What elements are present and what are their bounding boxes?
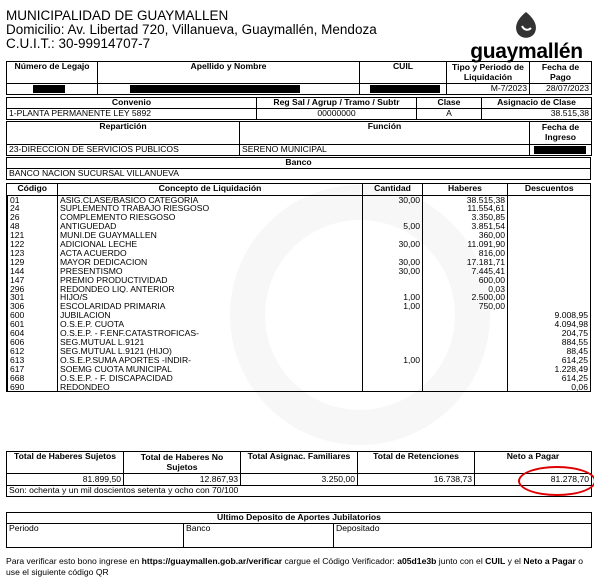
item-concept: ESCOLARIDAD PRIMARIA [58,302,363,311]
item-code: 123 [8,249,58,258]
label-deposito-periodo: Periodo [7,524,184,548]
label-periodo: Tipo y Periodo de Liquidación [447,62,530,84]
label-total-sujetos: Total de Haberes Sujetos [7,452,124,474]
hand-drop-icon [508,10,544,40]
totals-table [6,451,591,497]
guaymallen-logo [464,10,589,65]
item-descuento: 614,25 [508,356,591,365]
item-row [8,249,591,258]
item-descuento [508,249,591,258]
item-haberes [423,347,508,356]
item-code: 617 [8,365,58,374]
col-haberes: Haberes [423,184,508,195]
item-concept: PREMIO PRODUCTIVIDAD [58,276,363,285]
label-deposito-depositado: Depositado [334,524,592,548]
item-concept: REDONDEO [58,383,363,392]
item-concept: O.S.E.P. - F. DISCAPACIDAD [58,374,363,383]
col-concepto: Concepto de Liquidación [58,184,363,195]
item-qty: 1,00 [363,293,423,302]
verification-note [6,556,591,578]
label-fecha-pago: Fecha de Pago [530,62,592,84]
item-qty [363,365,423,374]
item-row [8,302,591,311]
item-concept: O.S.E.P. - F.ENF.CATASTROFICAS- [58,329,363,338]
item-concept: SEG.MUTUAL L.9121 (HIJO) [58,347,363,356]
label-total-asignac: Total Asignac. Familiares [241,452,358,474]
label-legajo: Número de Legajo [7,62,98,84]
item-haberes [423,311,508,320]
item-haberes [423,338,508,347]
item-row [8,222,591,231]
col-codigo: Código [8,184,58,195]
item-row [8,285,591,294]
item-row [8,347,591,356]
item-concept: O.S.E.P.SUMA APORTES -INDIR- [58,356,363,365]
cuil-redacted [360,84,447,95]
item-descuento [508,240,591,249]
item-haberes [423,374,508,383]
legajo-redacted [7,84,98,95]
label-banco: Banco [7,158,591,169]
item-haberes: 3.851,54 [423,222,508,231]
item-code: 601 [8,320,58,329]
item-code: 296 [8,285,58,294]
item-concept: JUBILACION [58,311,363,320]
org-address: Domicilio: Av. Libertad 720, Villanueva, Guaymallén, Mendoza [6,22,377,37]
item-haberes: 600,00 [423,276,508,285]
item-descuento: 9.008,95 [508,311,591,320]
convenio-table [6,97,591,120]
item-row [8,311,591,320]
verify-code: a05d1e3b [397,556,437,566]
item-code: 24 [8,204,58,213]
footer-text-4: y el [505,556,524,566]
item-row [8,204,591,213]
total-sujetos-value: 81.899,50 [7,474,124,486]
item-concept: SEG.MUTUAL L.9121 [58,338,363,347]
item-haberes [423,365,508,374]
item-code: 668 [8,374,58,383]
item-haberes [423,383,508,392]
reparticion-table [6,121,591,156]
item-qty [363,383,423,392]
item-haberes [423,329,508,338]
item-code: 147 [8,276,58,285]
logo-text: guaymallén [470,40,583,63]
item-qty: 30,00 [363,195,423,204]
item-row [8,267,591,276]
item-row [8,329,591,338]
item-haberes: 11.554,61 [423,204,508,213]
item-row [8,293,591,302]
item-concept: SOEMG CUOTA MUNICIPAL [58,365,363,374]
item-descuento [508,222,591,231]
item-descuento: 88,45 [508,347,591,356]
clase-value: A [417,109,482,120]
total-in-words: Son: ochenta y un mil doscientos setenta y ocho con 70/100 [7,486,592,497]
col-descuentos: Descuentos [508,184,591,195]
item-code: 144 [8,267,58,276]
item-row [8,320,591,329]
item-qty: 30,00 [363,267,423,276]
item-haberes: 360,00 [423,231,508,240]
item-descuento [508,195,591,204]
item-haberes: 7.445,41 [423,267,508,276]
periodo-value: M-7/2023 [447,84,530,95]
item-descuento [508,204,591,213]
item-descuento: 884,55 [508,338,591,347]
item-qty: 30,00 [363,240,423,249]
item-descuento [508,293,591,302]
nombre-redacted [98,84,360,95]
item-concept: MUNI.DE GUAYMALLEN [58,231,363,240]
footer-text-1: Para verificar esto bono ingrese en [6,556,142,566]
item-code: 613 [8,356,58,365]
item-descuento [508,213,591,222]
item-qty [363,320,423,329]
item-qty [363,276,423,285]
item-qty [363,311,423,320]
item-row [8,231,591,240]
item-descuento [508,302,591,311]
item-row [8,213,591,222]
item-code: 604 [8,329,58,338]
fecha-pago-value: 28/07/2023 [530,84,592,95]
neto-highlight-circle [518,466,594,496]
item-row [8,356,591,365]
item-code: 306 [8,302,58,311]
item-descuento: 614,25 [508,374,591,383]
banco-table [6,157,591,180]
item-code: 26 [8,213,58,222]
item-row [8,240,591,249]
item-concept: PRESENTISMO [58,267,363,276]
verify-link[interactable]: https://guaymallen.gob.ar/verificar [141,556,283,566]
label-convenio: Convenio [7,98,257,109]
item-row [8,258,591,267]
banco-value: BANCO NACION SUCURSAL VILLANUEVA [7,169,591,180]
funcion-value: SERENO MUNICIPAL [240,145,530,156]
item-descuento: 4.094,98 [508,320,591,329]
neto-value: 81.278,70 [475,474,592,486]
item-haberes: 38.515,38 [423,195,508,204]
item-qty [363,249,423,258]
footer-neto: Neto a Pagar [523,556,576,566]
item-descuento [508,231,591,240]
footer-cuil: CUIL [485,556,506,566]
convenio-value: 1-PLANTA PERMANENTE LEY 5892 [7,109,257,120]
item-qty [363,338,423,347]
total-no-sujetos-value: 12.867,93 [124,474,241,486]
item-haberes: 11.091,90 [423,240,508,249]
item-qty [363,329,423,338]
item-descuento: 1.228,49 [508,365,591,374]
label-cuil: CUIL [360,62,447,84]
col-cantidad: Cantidad [363,184,423,195]
item-concept: ANTIGUEDAD [58,222,363,231]
reparticion-value: 23-DIRECCION DE SERVICIOS PUBLICOS [7,145,240,156]
item-descuento: 204,75 [508,329,591,338]
item-qty [363,374,423,383]
total-retenciones-value: 16.738,73 [358,474,475,486]
item-code: 129 [8,258,58,267]
label-total-retenciones: Total de Retenciones [358,452,475,474]
footer-text-5: o use el siguiente código QR [6,556,584,577]
item-haberes: 2.500,00 [423,293,508,302]
deposito-table [6,512,591,548]
item-code: 122 [8,240,58,249]
label-total-no-sujetos: Total de Haberes No Sujetos [124,452,241,474]
deposito-title: Ultimo Deposito de Aportes Jubilatorios [7,513,592,524]
item-descuento [508,267,591,276]
item-haberes: 0,03 [423,285,508,294]
item-haberes [423,320,508,329]
item-code: 01 [8,195,58,204]
asignacion-value: 38.515,38 [482,109,592,120]
item-haberes: 750,00 [423,302,508,311]
item-concept: SUPLEMENTO TRABAJO RIESGOSO [58,204,363,213]
item-descuento [508,258,591,267]
item-haberes: 816,00 [423,249,508,258]
label-funcion: Función [240,122,530,145]
item-code: 121 [8,231,58,240]
item-concept: ACTA ACUERDO [58,249,363,258]
item-descuento: 0,06 [508,383,591,392]
item-qty: 30,00 [363,258,423,267]
item-code: 690 [8,383,58,392]
item-row [8,338,591,347]
item-concept: REDONDEO LIQ. ANTERIOR [58,285,363,294]
item-code: 301 [8,293,58,302]
label-apellido: Apellido y Nombre [98,62,360,84]
label-fecha-ingreso: Fecha de Ingreso [530,122,592,145]
item-haberes [423,356,508,365]
item-qty: 1,00 [363,302,423,311]
item-code: 606 [8,338,58,347]
item-code: 600 [8,311,58,320]
item-concept: ASIG.CLASE/BASICO CATEGORIA [58,195,363,204]
item-concept: O.S.E.P. CUOTA [58,320,363,329]
item-haberes: 3.350,85 [423,213,508,222]
item-concept: HIJO/S [58,293,363,302]
item-qty [363,347,423,356]
item-row [8,374,591,383]
item-row [8,365,591,374]
label-neto: Neto a Pagar [475,452,592,474]
org-cuit: C.U.I.T.: 30-99914707-7 [6,36,151,51]
item-qty: 1,00 [363,356,423,365]
item-concept: COMPLEMENTO RIESGOSO [58,213,363,222]
footer-text-3: junto con el [436,556,486,566]
id-table [6,61,591,95]
item-qty: 5,00 [363,222,423,231]
item-concept: MAYOR DEDICACION [58,258,363,267]
label-reg-sal: Reg Sal / Agrup / Tramo / Subtr [257,98,417,109]
item-code: 612 [8,347,58,356]
item-row [8,383,591,392]
org-name: MUNICIPALIDAD DE GUAYMALLEN [6,8,229,23]
item-descuento [508,285,591,294]
label-deposito-banco: Banco [184,524,334,548]
item-qty [363,231,423,240]
item-row [8,195,591,204]
fecha-ingreso-redacted [530,145,592,156]
footer-text-2: cargue el Código Verificador: [282,556,398,566]
label-reparticion: Repartición [7,122,240,145]
label-asignacion: Asignacio de Clase [482,98,592,109]
item-descuento [508,276,591,285]
items-table [6,183,591,392]
item-qty [363,204,423,213]
item-qty [363,213,423,222]
reg-sal-value: 00000000 [257,109,417,120]
item-concept: ADICIONAL LECHE [58,240,363,249]
item-row [8,276,591,285]
item-qty [363,285,423,294]
total-asignac-value: 3.250,00 [241,474,358,486]
item-haberes: 17.181,71 [423,258,508,267]
label-clase: Clase [417,98,482,109]
item-code: 48 [8,222,58,231]
